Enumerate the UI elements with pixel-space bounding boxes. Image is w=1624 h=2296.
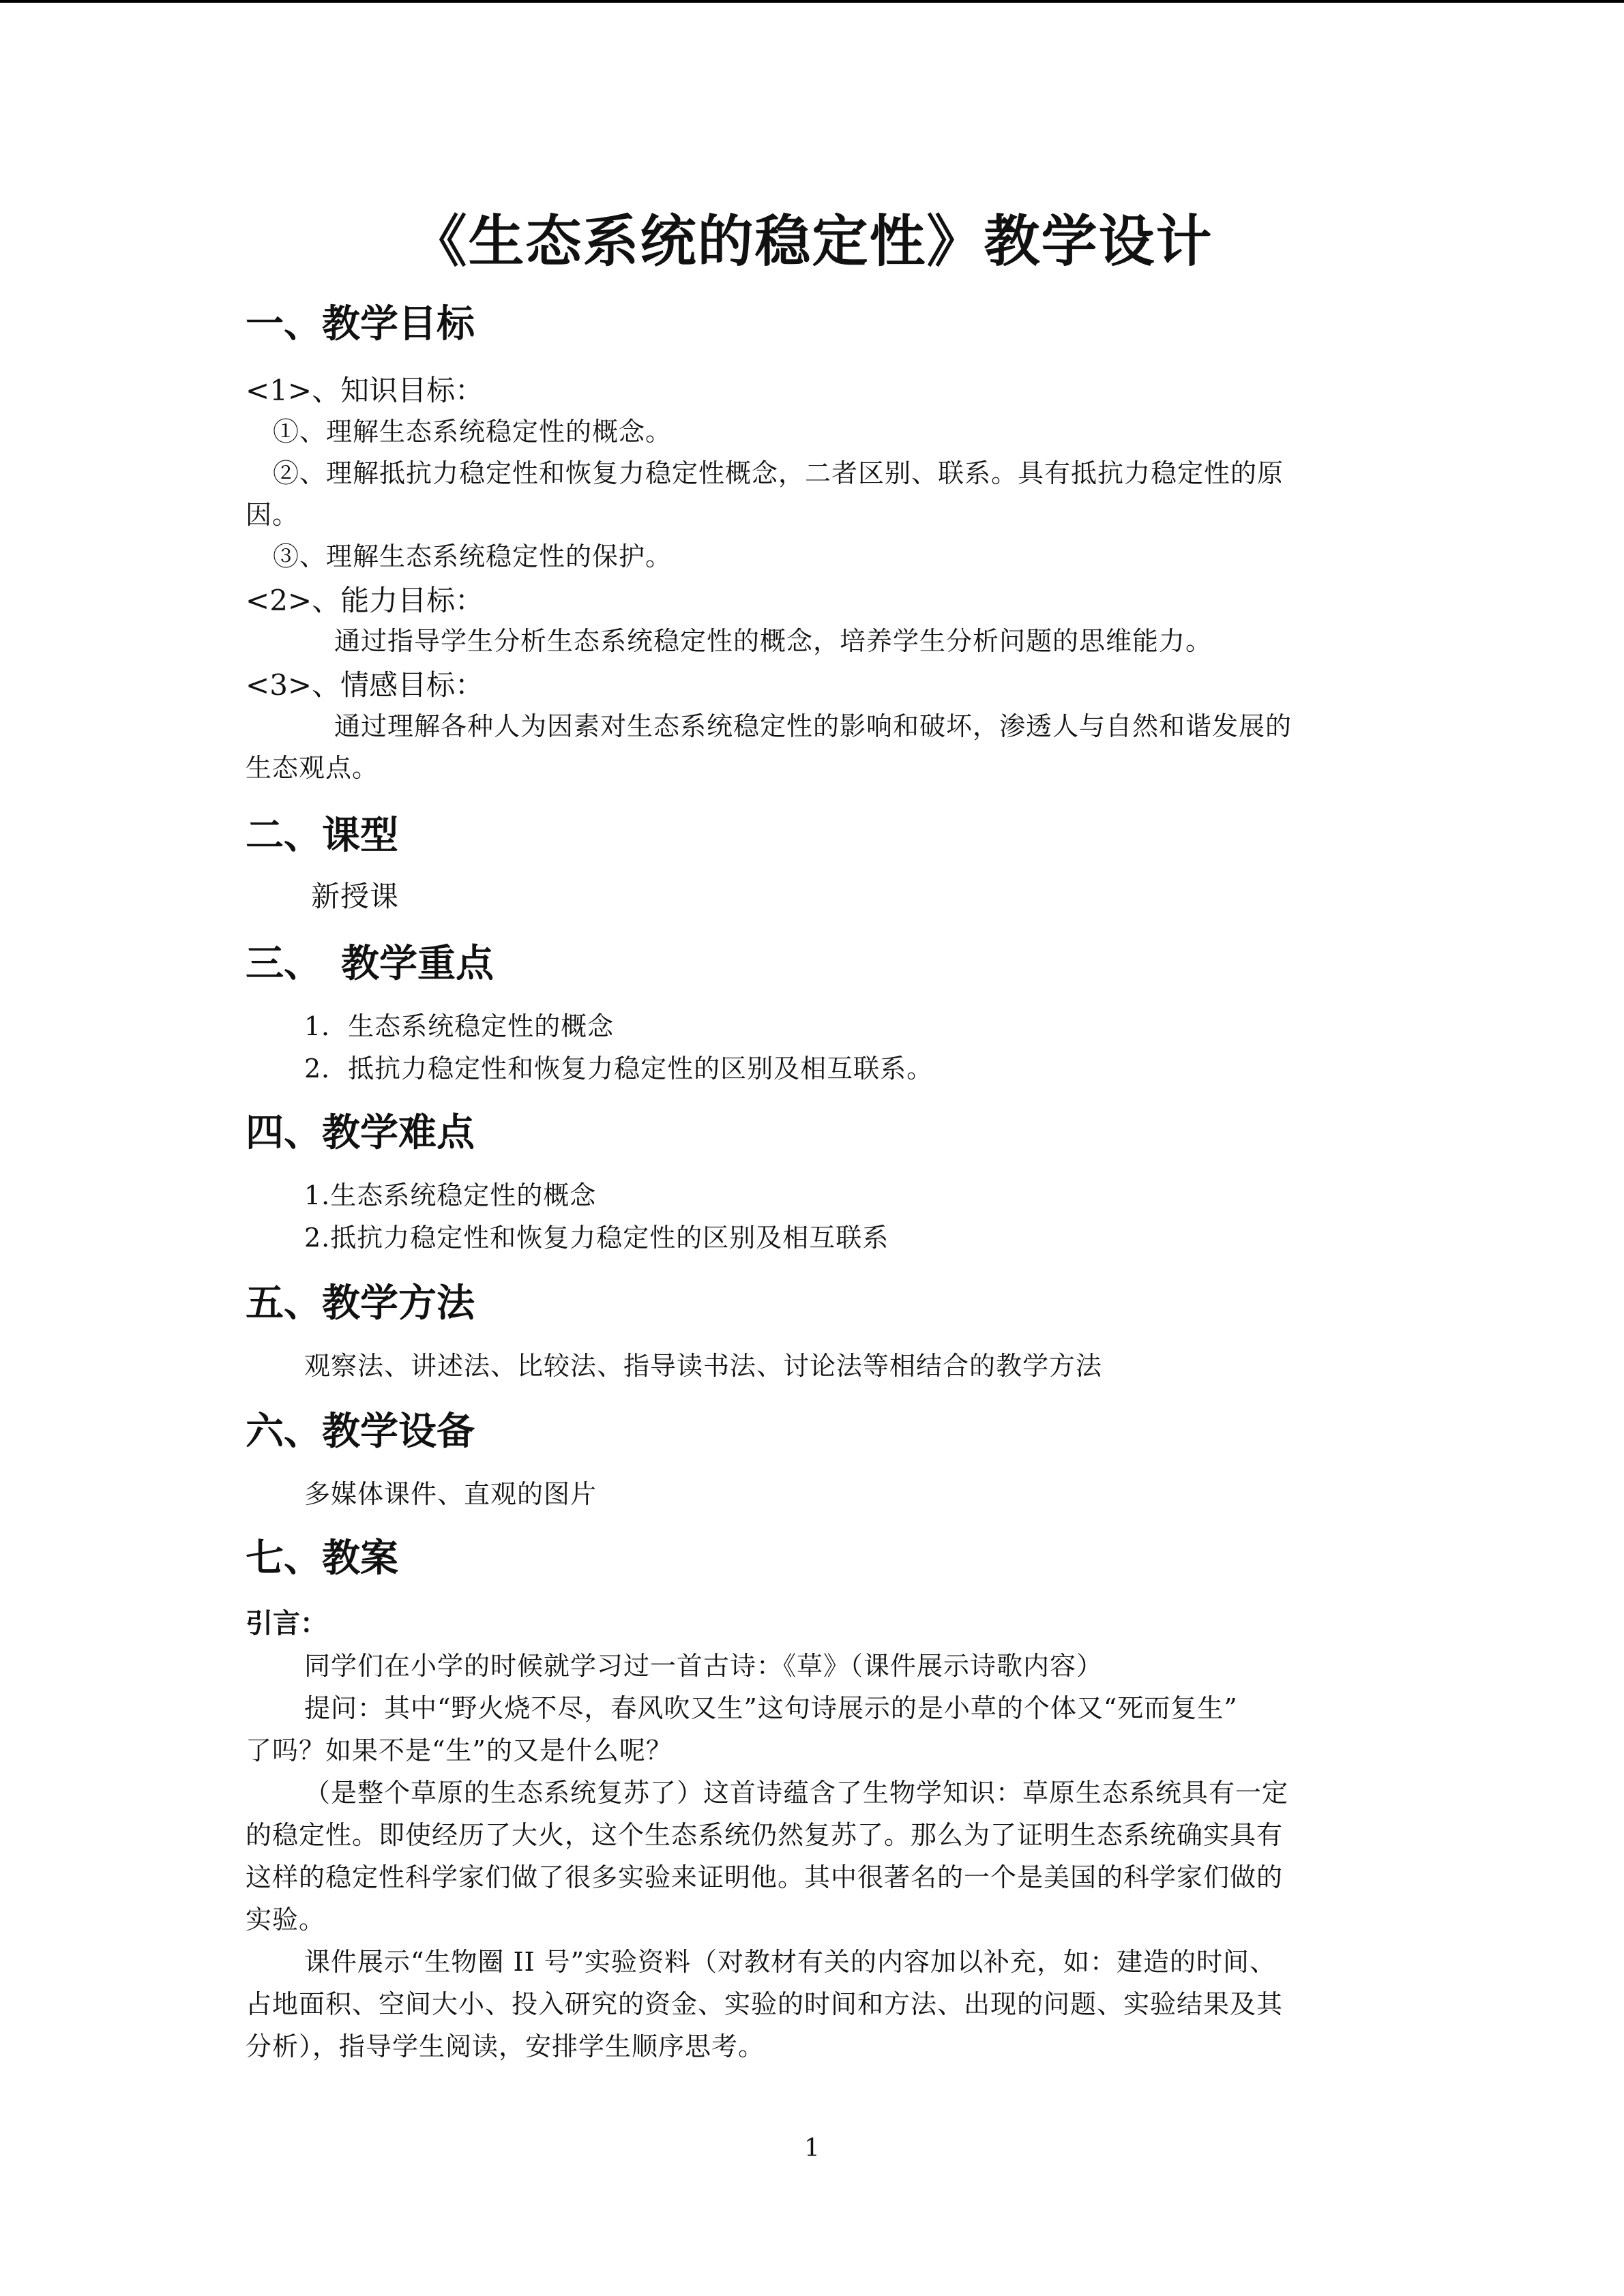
section-heading-lesson-type: 二、课型 (246, 814, 398, 858)
section-heading-teaching-equipment: 六、教学设备 (246, 1410, 475, 1454)
ability-goal-label: <2>、能力目标： (246, 584, 484, 617)
lesson-paragraph-3-line-1: （是整个草原的生态系统复苏了）这首诗蕴含了生物学知识：草原生态系统具有一定 (304, 1778, 1289, 1808)
knowledge-goal-item-2-line-1: ②、理解抵抗力稳定性和恢复力稳定性概念，二者区别、联系。具有抵抗力稳定性的原 (273, 458, 1284, 488)
knowledge-goal-item-1: ①、理解生态系统稳定性的概念。 (273, 417, 673, 447)
page-number: 1 (804, 2134, 820, 2162)
lesson-paragraph-4-line-3: 分析），指导学生阅读，安排学生顺序思考。 (246, 2031, 765, 2061)
ability-goal-text: 通过指导学生分析生态系统稳定性的概念，培养学生分析问题的思维能力。 (334, 626, 1213, 656)
key-point-item-1: 1．生态系统稳定性的概念 (304, 1011, 615, 1041)
knowledge-goal-item-3: ③、理解生态系统稳定性的保护。 (273, 541, 673, 571)
section-heading-difficult-points: 四、教学难点 (246, 1111, 475, 1155)
lesson-paragraph-3-line-3: 这样的稳定性科学家们做了很多实验来证明他。其中很著名的一个是美国的科学家们做的 (246, 1862, 1284, 1892)
difficult-point-item-2: 2.抵抗力稳定性和恢复力稳定性的区别及相互联系 (304, 1223, 889, 1253)
knowledge-goal-item-2-line-2: 因。 (246, 500, 299, 530)
lesson-paragraph-3-line-2: 的稳定性。即使经历了大火，这个生态系统仍然复苏了。那么为了证明生态系统确实具有 (246, 1820, 1284, 1850)
teaching-methods-text: 观察法、讲述法、比较法、指导读书法、讨论法等相结合的教学方法 (304, 1351, 1103, 1381)
section-heading-teaching-methods: 五、教学方法 (246, 1281, 475, 1326)
section-heading-key-points: 三、 教学重点 (246, 942, 494, 986)
lesson-paragraph-4-line-1: 课件展示“生物圈 II 号”实验资料（对教材有关的内容加以补充，如：建造的时间、 (304, 1947, 1277, 1977)
emotion-goal-text-line-1: 通过理解各种人为因素对生态系统稳定性的影响和破坏，渗透人与自然和谐发展的 (334, 711, 1293, 741)
lesson-paragraph-2-line-1: 提问：其中“野火烧不尽，春风吹又生”这句诗展示的是小草的个体又“死而复生” (304, 1693, 1238, 1723)
lesson-type-text: 新授课 (311, 880, 400, 913)
teaching-equipment-text: 多媒体课件、直观的图片 (304, 1479, 597, 1509)
lesson-paragraph-4-line-2: 占地面积、空间大小、投入研究的资金、实验的时间和方法、出现的问题、实验结果及其 (246, 1989, 1284, 2019)
introduction-label: 引言： (246, 1607, 327, 1639)
lesson-paragraph-2-line-2: 了吗？如果不是“生”的又是什么呢？ (246, 1735, 673, 1765)
emotion-goal-text-line-2: 生态观点。 (246, 753, 379, 783)
key-point-item-2: 2．抵抗力稳定性和恢复力稳定性的区别及相互联系。 (304, 1054, 934, 1084)
emotion-goal-label: <3>、情感目标： (246, 668, 484, 702)
difficult-point-item-1: 1.生态系统稳定性的概念 (304, 1180, 597, 1210)
knowledge-goal-label: <1>、知识目标： (246, 374, 484, 407)
lesson-paragraph-3-line-4: 实验。 (246, 1905, 326, 1935)
section-heading-lesson-plan: 七、教案 (246, 1536, 398, 1581)
lesson-paragraph-1: 同学们在小学的时候就学习过一首古诗：《草》（课件展示诗歌内容） (304, 1651, 1104, 1681)
document-title: 《生态系统的稳定性》教学设计 (411, 209, 1213, 274)
section-heading-teaching-goals: 一、教学目标 (246, 302, 475, 346)
